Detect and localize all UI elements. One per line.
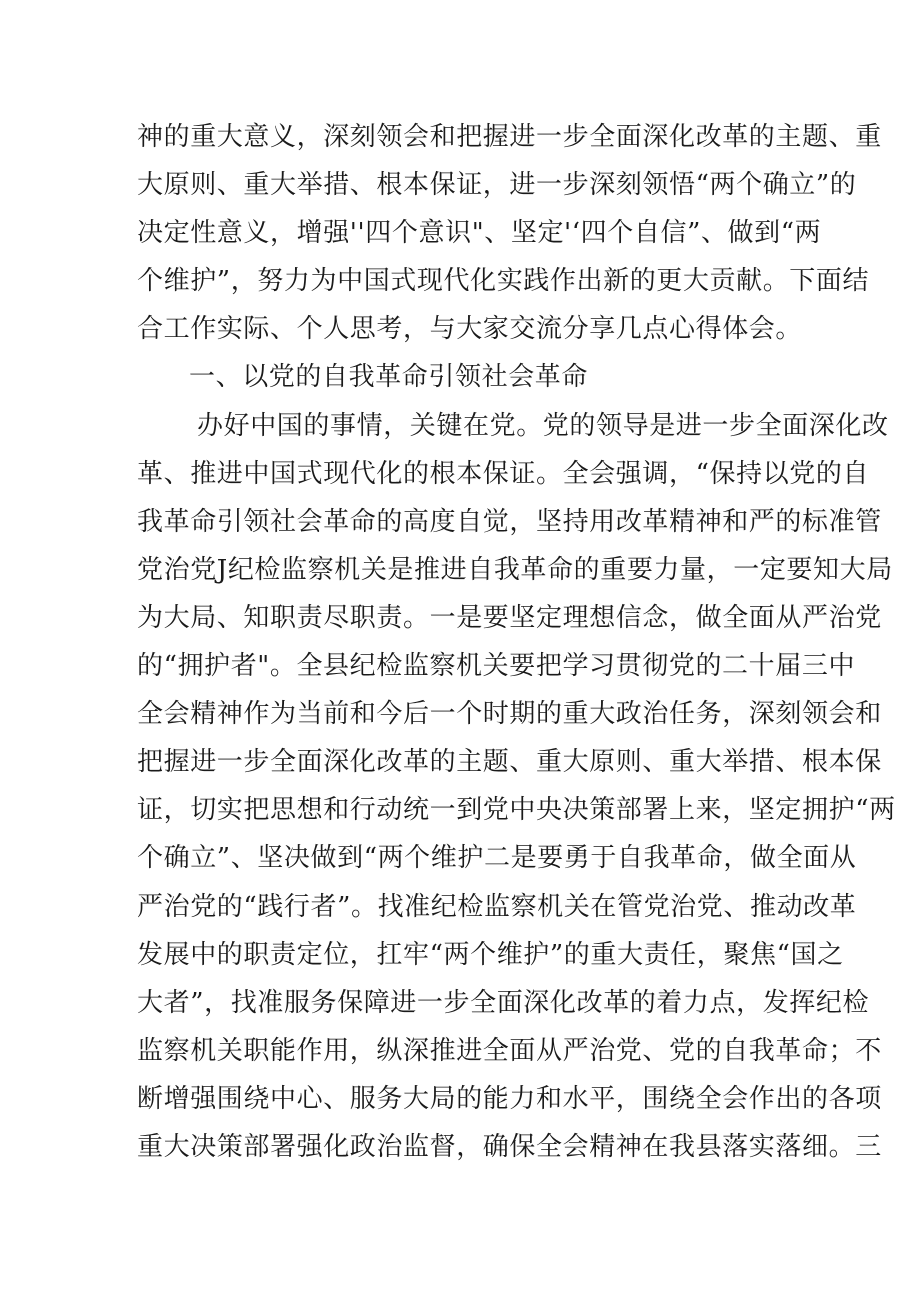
- text-line: 党治党J纪检监察机关是推进自我革命的重要力量，一定要知大局: [137, 554, 893, 585]
- text-line: 个维护”，努力为中国式现代化实践作出新的更大贡献。下面结: [137, 266, 870, 297]
- body-text: [137, 113, 896, 1171]
- text-line: 决定性意义，增强''四个意识"、坚定'‘四个自信”、做到“两: [137, 218, 822, 249]
- text-line: 证，切实把思想和行动统一到党中央决策部署上来，坚定拥护“两: [137, 795, 896, 826]
- text-line: 我革命引领社会革命的高度自觉，坚持用改革精神和严的标准管: [137, 506, 882, 537]
- text-line: 监察机关职能作用，纵深推进全面从严治党、党的自我革命；不: [137, 1035, 882, 1066]
- text-line: 大者”，找准服务保障进一步全面深化改革的着力点，发挥纪检: [137, 987, 870, 1018]
- text-line: 神的重大意义，深刻领会和把握进一步全面深化改革的主题、重: [137, 122, 882, 152]
- text-line: 大原则、重大举措、根本保证，进一步深刻领悟“两个确立”的: [137, 170, 857, 201]
- text-line: 全会精神作为当前和今后一个时期的重大政治任务，深刻领会和: [137, 699, 882, 730]
- text-line: 重大决策部署强化政治监督，确保全会精神在我县落实落细。三: [137, 1131, 882, 1162]
- text-line: 的“拥护者"。全县纪检监察机关要把学习贯彻党的二十届三中: [137, 651, 856, 682]
- paragraph-first-line: 办好中国的事情，关键在党。党的领导是进一步全面深化改: [197, 410, 889, 441]
- text-line: 断增强围绕中心、服务大局的能力和水平，围绕全会作出的各项: [137, 1083, 882, 1114]
- text-line: 严治党的“践行者”。找准纪检监察机关在管党治党、推动改革: [137, 891, 857, 922]
- text-line: 革、推进中国式现代化的根本保证。全会强调，“保持以党的自: [137, 458, 870, 489]
- section-heading: 一、以党的自我革命引领社会革命: [189, 362, 589, 393]
- text-line: 合工作实际、个人思考，与大家交流分享几点心得体会。: [137, 314, 803, 345]
- text-line: 个确立”、坚决做到“两个维护二是要勇于自我革命，做全面从: [137, 843, 857, 874]
- text-line: 为大局、知职责尽职责。一是要坚定理想信念，做全面从严治党: [137, 602, 882, 633]
- text-line: 把握进一步全面深化改革的主题、重大原则、重大举措、根本保: [137, 747, 882, 778]
- text-line: 发展中的职责定位，扛牢“两个维护”的重大责任，聚焦“国之: [137, 939, 844, 970]
